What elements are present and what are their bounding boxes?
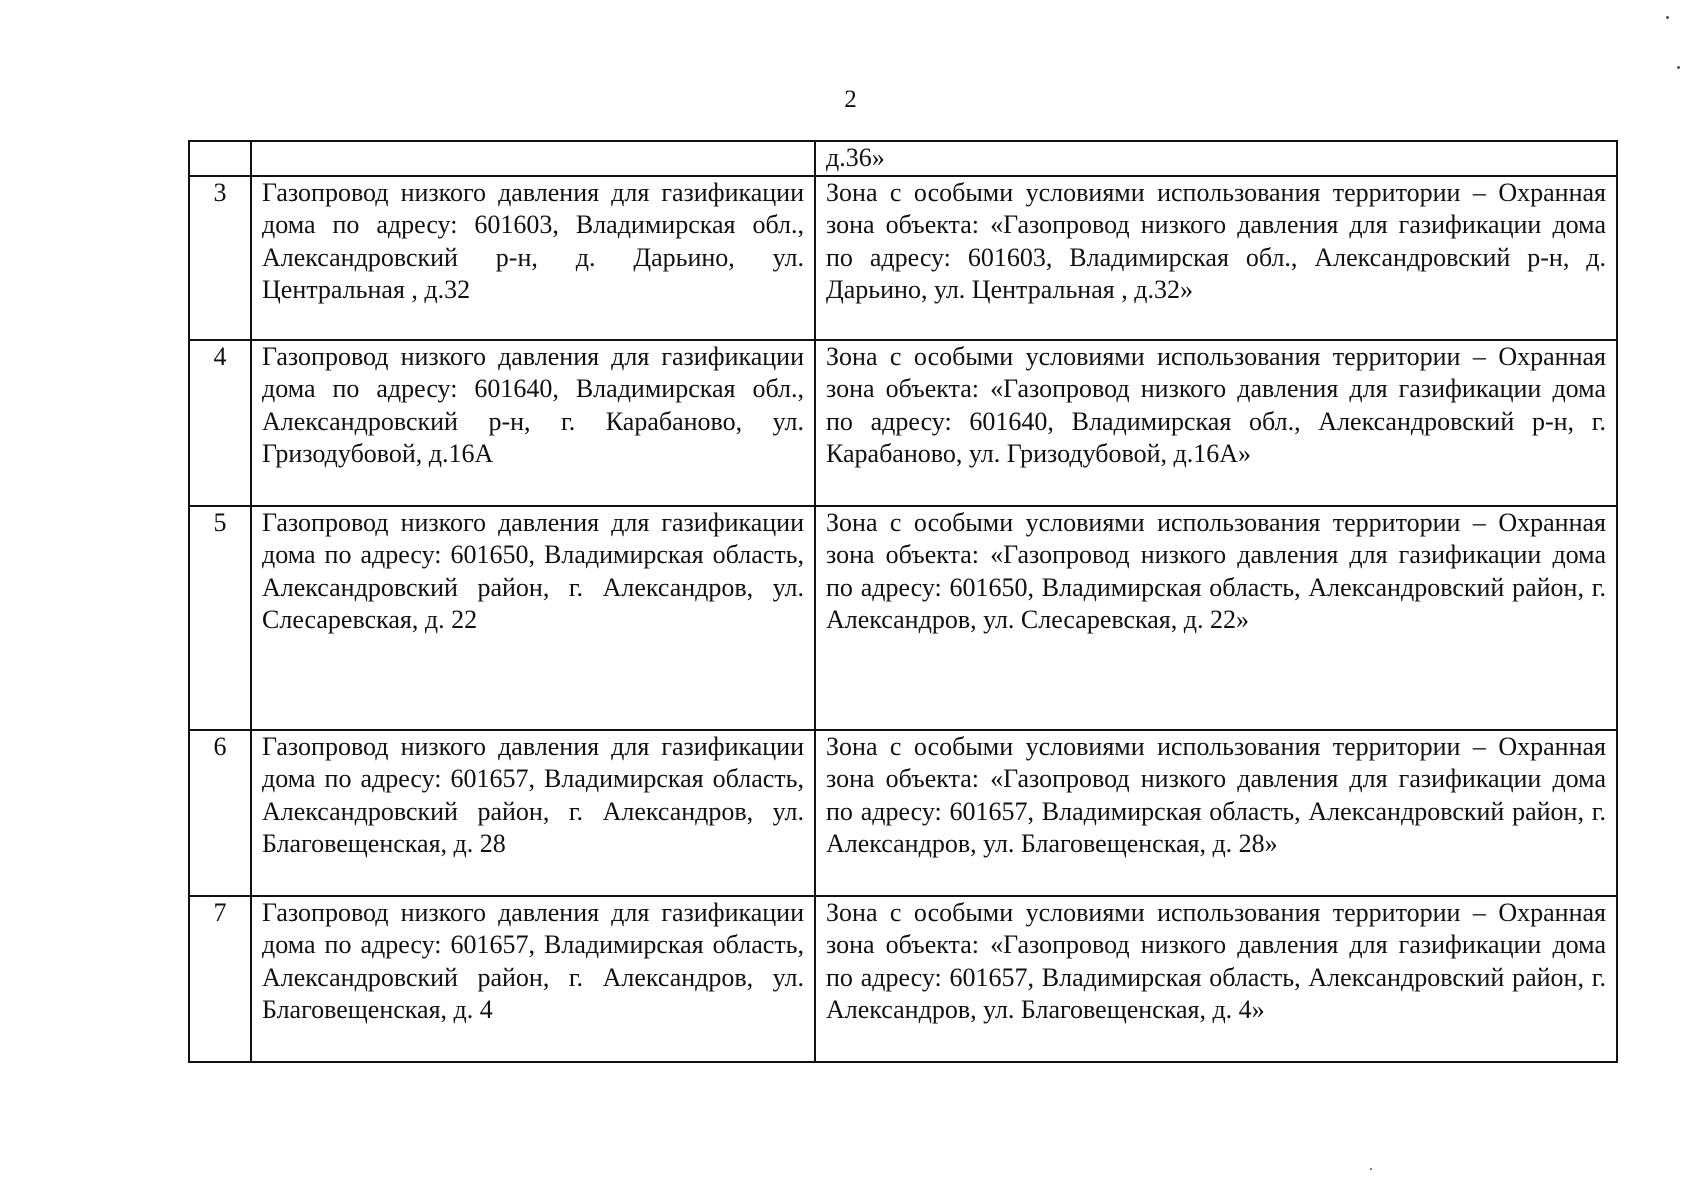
zone-description: Зона с особыми условиями использования территории – Охранная зона объекта: «Газопровод низкого давления для газификации дома по адресу: 601603, Владимирская обл., Александровский р-н, д. Дарьино, ул. Центральная , д.32» bbox=[815, 176, 1617, 340]
scan-speck bbox=[1370, 1168, 1372, 1170]
table-row bbox=[189, 141, 1617, 176]
object-description: Газопровод низкого давления для газификации дома по адресу: 601640, Владимирская обл., Александровский р-н, г. Карабаново, ул. Гризодубовой, д.16А bbox=[251, 340, 815, 506]
objects-table bbox=[188, 140, 1618, 1063]
row-number: 7 bbox=[189, 896, 251, 1062]
object-description: Газопровод низкого давления для газификации дома по адресу: 601650, Владимирская область, Александровский район, г. Александров, ул. Слесаревская, д. 22 bbox=[251, 506, 815, 730]
scan-speck bbox=[1666, 16, 1669, 19]
row-number: 6 bbox=[189, 730, 251, 896]
table-row bbox=[189, 730, 1617, 896]
zone-description: Зона с особыми условиями использования территории – Охранная зона объекта: «Газопровод низкого давления для газификации дома по адресу: 601650, Владимирская область, Александровский район, г. Александров, ул. Слесаревская, д. 22» bbox=[815, 506, 1617, 730]
object-description: Газопровод низкого давления для газификации дома по адресу: 601657, Владимирская область, Александровский район, г. Александров, ул. Благовещенская, д. 4 bbox=[251, 896, 815, 1062]
table-row bbox=[189, 896, 1617, 1062]
page-number: 2 bbox=[844, 86, 857, 113]
scan-speck bbox=[1677, 66, 1680, 69]
table-row bbox=[189, 176, 1617, 340]
table-row bbox=[189, 340, 1617, 506]
table-row bbox=[189, 506, 1617, 730]
row-number: 4 bbox=[189, 340, 251, 506]
row-number: 3 bbox=[189, 176, 251, 340]
zone-description: Зона с особыми условиями использования территории – Охранная зона объекта: «Газопровод низкого давления для газификации дома по адресу: 601657, Владимирская область, Александровский район, г. Александров, ул. Благовещенская, д. 4» bbox=[815, 896, 1617, 1062]
object-description bbox=[251, 141, 815, 176]
zone-description: д.36» bbox=[815, 141, 1617, 176]
object-description: Газопровод низкого давления для газификации дома по адресу: 601603, Владимирская обл., Александровский р-н, д. Дарьино, ул. Центральная , д.32 bbox=[251, 176, 815, 340]
zone-description: Зона с особыми условиями использования территории – Охранная зона объекта: «Газопровод низкого давления для газификации дома по адресу: 601640, Владимирская обл., Александровский р-н, г. Карабаново, ул. Гризодубовой, д.16А» bbox=[815, 340, 1617, 506]
object-description: Газопровод низкого давления для газификации дома по адресу: 601657, Владимирская область, Александровский район, г. Александров, ул. Благовещенская, д. 28 bbox=[251, 730, 815, 896]
row-number bbox=[189, 141, 251, 176]
row-number: 5 bbox=[189, 506, 251, 730]
zone-description: Зона с особыми условиями использования территории – Охранная зона объекта: «Газопровод низкого давления для газификации дома по адресу: 601657, Владимирская область, Александровский район, г. Александров, ул. Благовещенская, д. 28» bbox=[815, 730, 1617, 896]
